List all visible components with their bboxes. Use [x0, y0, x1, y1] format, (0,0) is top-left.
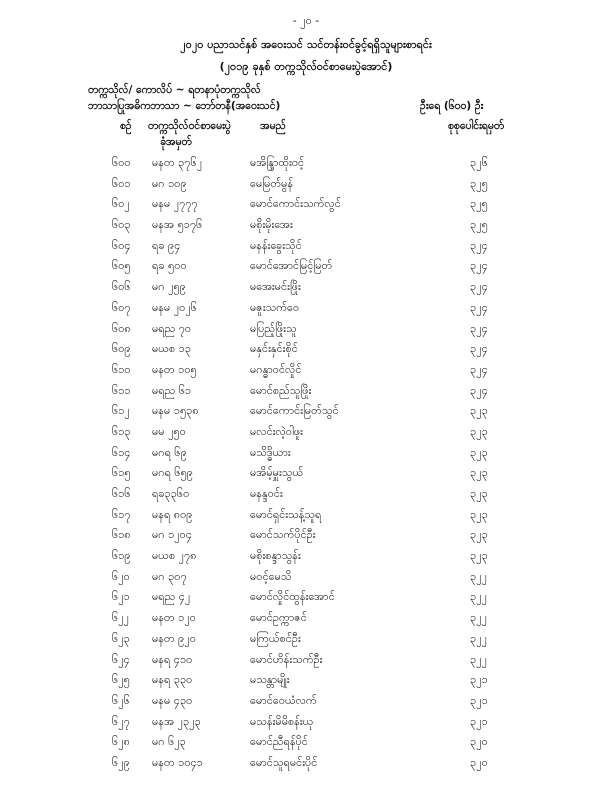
total-marks: ၃၂၆	[470, 156, 488, 169]
row-number: ၆၂၇	[112, 714, 130, 728]
roll-number: မယစ ၂၇၈	[152, 549, 197, 563]
total-marks: ၃၂၃	[470, 528, 488, 542]
table-row	[0, 611, 612, 632]
table-row	[0, 177, 612, 198]
student-name: မနှင်းနှင်းစိုင်	[250, 342, 298, 356]
student-name: မသန်းမိမိစန်းယု	[250, 714, 314, 728]
total-marks: ၃၂၄	[470, 280, 488, 294]
table-row	[0, 239, 612, 260]
roll-number: မနရ ၃၃၀	[152, 673, 193, 687]
roll-number: မဂ ၂၅၉	[152, 280, 186, 294]
total-marks: ၃၂၃	[470, 549, 488, 563]
student-name: မသန္တာမျိုး	[250, 673, 290, 687]
total-marks: ၃၂၅	[470, 176, 488, 190]
roll-number: မနရ ၄၁၀	[152, 652, 193, 666]
roll-number: မယစ ၁၃	[152, 342, 192, 356]
table-row	[0, 425, 612, 446]
table-row	[0, 301, 612, 322]
row-number: ၆၁၆	[112, 487, 131, 500]
row-number: ၆၀၈	[112, 321, 131, 335]
row-number: ၆၂၅	[112, 673, 130, 687]
table-row	[0, 694, 612, 715]
student-name: မောင်သူရမင်းပိုင်	[250, 755, 318, 769]
row-number: ၆၀၄	[112, 238, 131, 252]
row-number: ၆၁၅	[112, 466, 131, 480]
roll-number: မဂ ၁၀၉	[152, 176, 187, 190]
document-title: ၂၀၂၀ ပညာသင်နှစ် အဝေးသင် သင်တန်းဝင်ခွင့်ရရှိသူများစာရင်း	[180, 38, 432, 51]
column-header-roll-line2: ခုံအမှတ်	[160, 136, 192, 148]
total-marks: ၃၂၁	[470, 693, 488, 707]
row-number: ၆၂၆	[112, 693, 130, 707]
roll-number: မဂရ ၆၅၉	[152, 466, 193, 480]
row-number: ၆၂၀	[112, 569, 130, 583]
row-number: ၆၀၀	[112, 156, 131, 169]
row-number: ၆၁၄	[112, 445, 131, 459]
total-marks: ၃၂၂	[470, 611, 487, 625]
student-name: မအေးမင်းဖြိုး	[250, 280, 301, 294]
total-marks: ၃၂၂	[470, 590, 487, 604]
student-name: မောင်ကောင်းမြတ်သွင်	[250, 404, 339, 418]
total-marks: ၃၂၃	[470, 404, 488, 418]
page-number: - ၂၀ -	[292, 14, 320, 27]
table-row	[0, 197, 612, 218]
table-row	[0, 756, 612, 777]
roll-number: ရခ ၉၄	[152, 238, 181, 252]
student-name: မအိမ့်မှူးသွယ်	[250, 466, 304, 480]
student-name: မောင်ဟိန်းသက်ဦး	[250, 652, 323, 666]
roll-number: မနမ ၂၇၇၇	[152, 197, 198, 211]
total-marks: ၃၂၄	[470, 362, 488, 376]
student-name: မစိုးမိုးအေး	[250, 218, 293, 232]
student-name: မဇူးသက်ဝေ	[250, 300, 300, 314]
roll-number: မနမ ၁၅၃၈	[152, 404, 199, 418]
total-marks: ၃၂၅	[470, 197, 488, 211]
table-row	[0, 446, 612, 467]
row-number: ၆၁၉	[112, 549, 131, 563]
roll-number: မနမ ၂၀၂၆	[152, 300, 197, 314]
total-marks: ၃၂၄	[470, 321, 488, 335]
row-number: ၆၀၃	[112, 218, 131, 232]
table-row	[0, 280, 612, 301]
row-number: ၆၁၃	[112, 424, 131, 438]
subject-line: ဘာသာပြုအဓိကဘာသာ ~ ဘော်တနီ(အဝေးသင်)	[88, 100, 281, 112]
student-name: မသိဒ္ဓိယား	[250, 445, 291, 459]
total-marks: ၃၂၃	[470, 445, 488, 459]
student-name: မောင်လှိုင်ထွန်းအောင်	[250, 590, 335, 604]
total-marks: ၃၂၂	[470, 569, 487, 583]
total-marks: ၃၂၄	[470, 238, 488, 252]
total-marks: ၃၂၃	[470, 507, 488, 521]
student-name: မောင်အောင်မြင့်မြတ်	[250, 259, 333, 273]
roll-number: မဂ ၆၂၃	[152, 735, 186, 749]
table-row	[0, 466, 612, 487]
student-name: မေမြတ်မွန်	[250, 176, 294, 190]
results-table	[0, 156, 612, 777]
student-name: မလင်းလဲ့ဝါဖူး	[250, 424, 303, 438]
row-number: ၆၀၁	[112, 176, 131, 190]
row-number: ၆၂၄	[112, 652, 130, 666]
total-marks: ၃၂၃	[470, 466, 488, 480]
student-name: မောင်သက်ပိုင်ဦး	[250, 528, 316, 542]
total-marks: ၃၂၅	[470, 218, 488, 232]
table-row	[0, 156, 612, 177]
row-number: ၆၂၃	[112, 631, 130, 645]
table-row	[0, 735, 612, 756]
student-name: မောင်ညီရန်ပိုင်	[250, 735, 308, 749]
roll-number: မနအ ၅၁၇၆	[152, 218, 203, 232]
student-name: မဝင့်မေသိ	[250, 569, 292, 583]
table-row	[0, 384, 612, 405]
student-name: မပြည့်ဖြိုးသူ	[250, 321, 297, 335]
student-name: မကြယ်စင်ဦး	[250, 631, 301, 645]
roll-number: မနရ ၈၀၉	[152, 507, 193, 521]
roll-number: မမ ၂၅၀	[152, 424, 186, 438]
row-number: ၆၂၁	[112, 590, 130, 604]
table-row	[0, 508, 612, 529]
student-name: မောင်ဝေယံလက်	[250, 693, 317, 707]
roll-number: ရခ၃၃၆၀	[152, 487, 190, 500]
table-row	[0, 322, 612, 343]
row-number: ၆၂၉	[112, 755, 130, 769]
table-row	[0, 342, 612, 363]
student-name: မောင်ကောင်းသက်လွင်	[250, 197, 341, 211]
table-row	[0, 218, 612, 239]
table-row	[0, 653, 612, 674]
student-name: မောင်စည်သူဖြိုး	[250, 383, 312, 397]
total-count-line: ဦးရေ (၆၀၀) ဦး	[420, 100, 484, 112]
student-name: မောင်ဥက္ကာဇင်	[250, 611, 307, 625]
table-row	[0, 528, 612, 549]
total-marks: ၃၂၁	[470, 714, 488, 728]
table-row	[0, 404, 612, 425]
column-header-roll: တက္ကသိုလ်ဝင်စာမေးပွဲ	[148, 120, 231, 132]
roll-number: မရည ၆၁	[152, 383, 192, 397]
roll-number: မနတ ၁၂၀	[152, 611, 196, 625]
student-name: မစိုးစန္ဒာသွန်း	[250, 549, 301, 563]
table-row	[0, 632, 612, 653]
table-row	[0, 570, 612, 591]
roll-number: မရည ၄၂	[152, 590, 191, 604]
row-number: ၆၀၅	[112, 259, 131, 273]
total-marks: ၃၂၁	[470, 673, 488, 687]
row-number: ၆၁၇	[112, 507, 131, 521]
row-number: ၆၁၈	[112, 528, 131, 542]
roll-number: မနတ ၁၀၄၁	[152, 755, 203, 769]
student-name: မဂန္ဓာဝင်လှိုင်	[250, 362, 302, 376]
row-number: ၆၂၂	[112, 611, 129, 625]
total-marks: ၃၂၄	[470, 383, 488, 397]
row-number: ၆၁၁	[112, 383, 131, 397]
roll-number: မဂရ ၆၉	[152, 445, 187, 459]
total-marks: ၃၂၂	[470, 631, 487, 645]
roll-number: မနတ ၉၂၀	[152, 631, 196, 645]
row-number: ၆၀၆	[112, 280, 131, 294]
roll-number: ရခ ၅၀၀	[152, 259, 187, 273]
roll-number: မနတ ၃၇၆၂	[152, 156, 203, 169]
roll-number: မနမ ၄၃၀	[152, 693, 193, 707]
table-row	[0, 259, 612, 280]
column-header-name: အမည်	[260, 120, 286, 132]
table-row	[0, 363, 612, 384]
total-marks: ၃၂၂	[470, 652, 487, 666]
total-marks: ၃၂၄	[470, 259, 488, 273]
column-header-marks: စုစုပေါင်းရမှတ်	[448, 120, 505, 132]
roll-number: မနတ ၁၀၅	[152, 362, 197, 376]
total-marks: ၃၂၄	[470, 342, 488, 356]
row-number: ၆၀၉	[112, 342, 131, 356]
row-number: ၆၂၈	[112, 735, 130, 749]
student-name: မအိန္ဒြာထိုးဝင့်	[250, 156, 305, 169]
document-subtitle: (၂၀၁၉ ခုနှစ် တက္ကသိုလ်ဝင်စာမေးပွဲအောင်)	[219, 60, 393, 73]
total-marks: ၃၂၃	[470, 424, 488, 438]
row-number: ၆၀၂	[112, 197, 130, 211]
row-number: ၆၁၂	[112, 404, 130, 418]
row-number: ၆၁၀	[112, 362, 131, 376]
table-row	[0, 590, 612, 611]
total-marks: ၃၂၀	[470, 755, 488, 769]
table-row	[0, 715, 612, 736]
table-row	[0, 673, 612, 694]
table-row	[0, 549, 612, 570]
total-marks: ၃၂၄	[470, 300, 488, 314]
roll-number: မဂ ၁၂၀၄	[152, 528, 193, 542]
student-name: မောင်ရှင်းသန့်သူရ	[250, 507, 322, 521]
roll-number: မနအ ၂၃၂၃	[152, 714, 201, 728]
roll-number: မဂ ၃၀၇	[152, 569, 187, 583]
total-marks: ၃၂၀	[470, 735, 488, 749]
student-name: မနန္ဒဝင်း	[250, 487, 283, 500]
table-row	[0, 487, 612, 508]
university-line: တက္ကသိုလ်/ ကောလိပ် ~ ရတနာပုံတက္ကသိုလ်	[88, 84, 261, 96]
column-header-number: စဉ်	[120, 120, 132, 132]
roll-number: မရည ၇၀	[152, 321, 192, 335]
total-marks: ၃၂၃	[470, 487, 488, 500]
student-name: မနန်းခွေးသိုင်	[250, 238, 302, 252]
row-number: ၆၀၇	[112, 300, 131, 314]
